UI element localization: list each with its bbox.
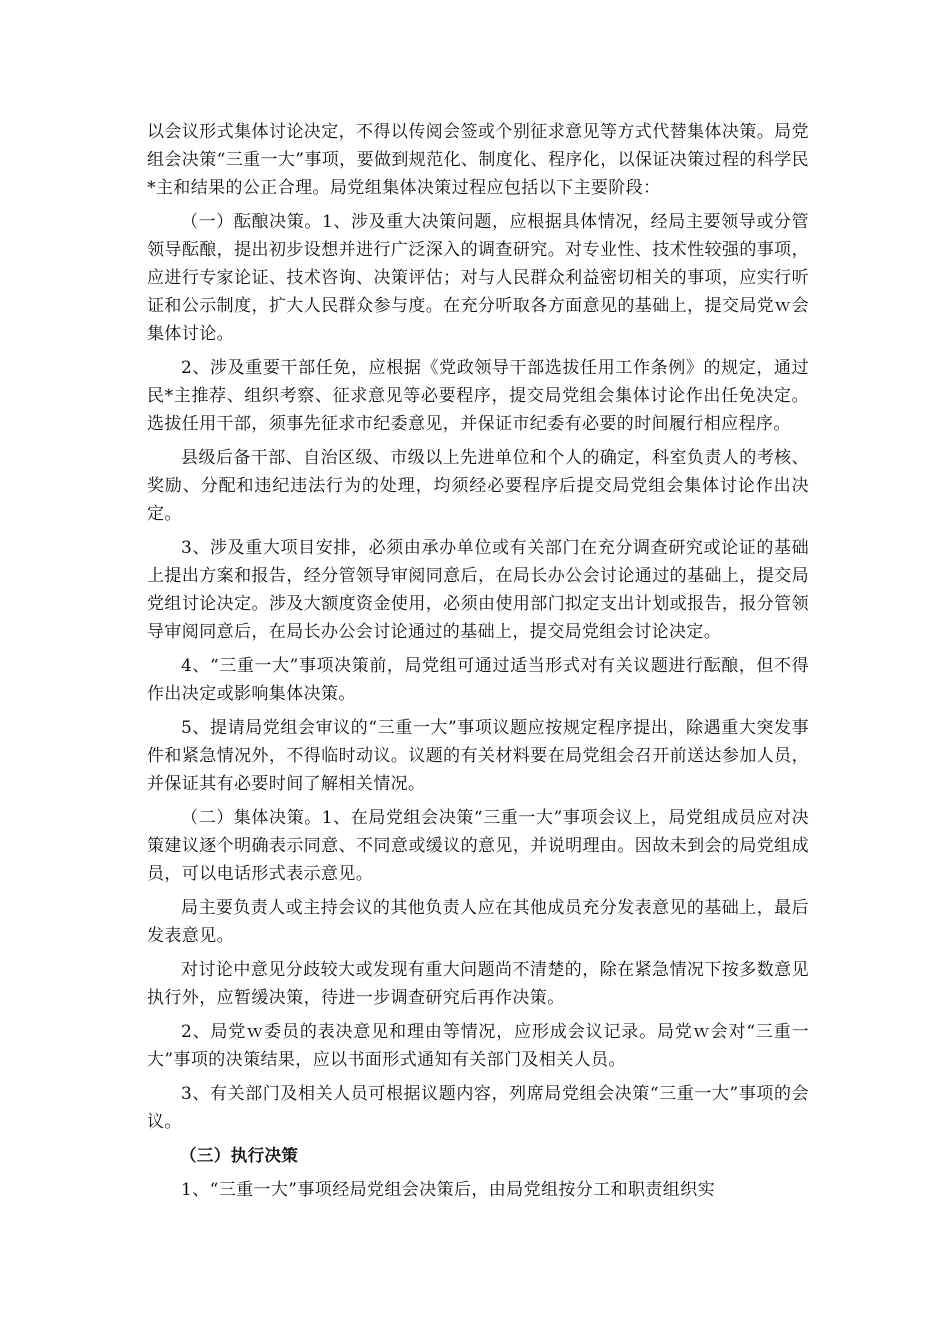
- section-heading-execute-decision: （三）执行决策: [180, 1146, 299, 1165]
- paragraph-decision-intro: 以会议形式集体讨论决定，不得以传阅会签或个别征求意见等方式代替集体决策。局党组会决策“三重一大”事项，要做到规范化、制度化、程序化，以保证决策过程的科学民*主和结果的公正合理。局党组集体决策过程应包括以下主要阶段：: [147, 122, 809, 198]
- document-body: [147, 118, 809, 1210]
- paragraph-brewing-decision: （一）酝酿决策。1、涉及重大决策问题，应根据具体情况，经局主要领导或分管领导酝酿，提出初步设想并进行广泛深入的调查研究。对专业性、技术性较强的事项，应进行专家论证、技术咨询、决策评估；对与人民群众利益密切相关的事项，应实行听证和公示制度，扩大人民群众参与度。在充分听取各方面意见的基础上，提交局党ｗ会集体讨论。: [147, 212, 809, 344]
- paragraph-major-projects: 3、涉及重大项目安排，必须由承办单位或有关部门在充分调查研究或论证的基础上提出方案和报告，经分管领导审阅同意后，在局长办公会讨论通过的基础上，提交局党组讨论决定。涉及大额度资金使用，必须由使用部门拟定支出计划或报告，报分管领导审阅同意后，在局长办公会讨论通过的基础上，提交局党组会讨论决定。: [147, 538, 809, 642]
- paragraph-collective-decision: （二）集体决策。1、在局党组会决策“三重一大”事项会议上，局党组成员应对决策建议逐个明确表示同意、不同意或缓议的意见，并说明理由。因故未到会的局党组成员，可以电话形式表示意见。: [147, 808, 809, 884]
- paragraph-attendance: 3、有关部门及相关人员可根据议题内容，列席局党组会决策“三重一大”事项的会议。: [147, 1084, 809, 1132]
- paragraph-cadre-appointment: 2、涉及重要干部任免，应根据《党政领导干部选拔任用工作条例》的规定，通过民*主推荐、组织考察、征求意见等必要程序，提交局党组会集体讨论作出任免决定。选拔任用干部，须事先征求市纪委意见，并保证市纪委有必要的时间履行相应程序。: [147, 358, 809, 434]
- paragraph-meeting-records: 2、局党ｗ委员的表决意见和理由等情况，应形成会议记录。局党ｗ会对“三重一大”事项的决策结果，应以书面形式通知有关部门及相关人员。: [147, 1022, 809, 1070]
- paragraph-pre-decision: 4、“三重一大”事项决策前，局党组可通过适当形式对有关议题进行酝酿，但不得作出决定或影响集体决策。: [147, 656, 809, 704]
- paragraph-leader-opinion: 局主要负责人或主持会议的其他负责人应在其他成员充分发表意见的基础上，最后发表意见。: [147, 898, 809, 946]
- paragraph-implementation: 1、“三重一大”事项经局党组会决策后，由局党组按分工和职责组织实: [181, 1180, 715, 1200]
- paragraph-agenda-submission: 5、提请局党组会审议的“三重一大”事项议题应按规定程序提出，除遇重大突发事件和紧急情况外，不得临时动议。议题的有关材料要在局党组会召开前送达参加人员，并保证其有必要时间了解相关情况。: [147, 718, 809, 794]
- paragraph-postpone-decision: 对讨论中意见分歧较大或发现有重大问题尚不清楚的，除在紧急情况下按多数意见执行外，应暂缓决策，待进一步调查研究后再作决策。: [147, 960, 809, 1008]
- paragraph-reserve-cadres: 县级后备干部、自治区级、市级以上先进单位和个人的确定，科室负责人的考核、奖励、分配和违纪违法行为的处理，均须经必要程序后提交局党组会集体讨论作出决定。: [147, 448, 809, 524]
